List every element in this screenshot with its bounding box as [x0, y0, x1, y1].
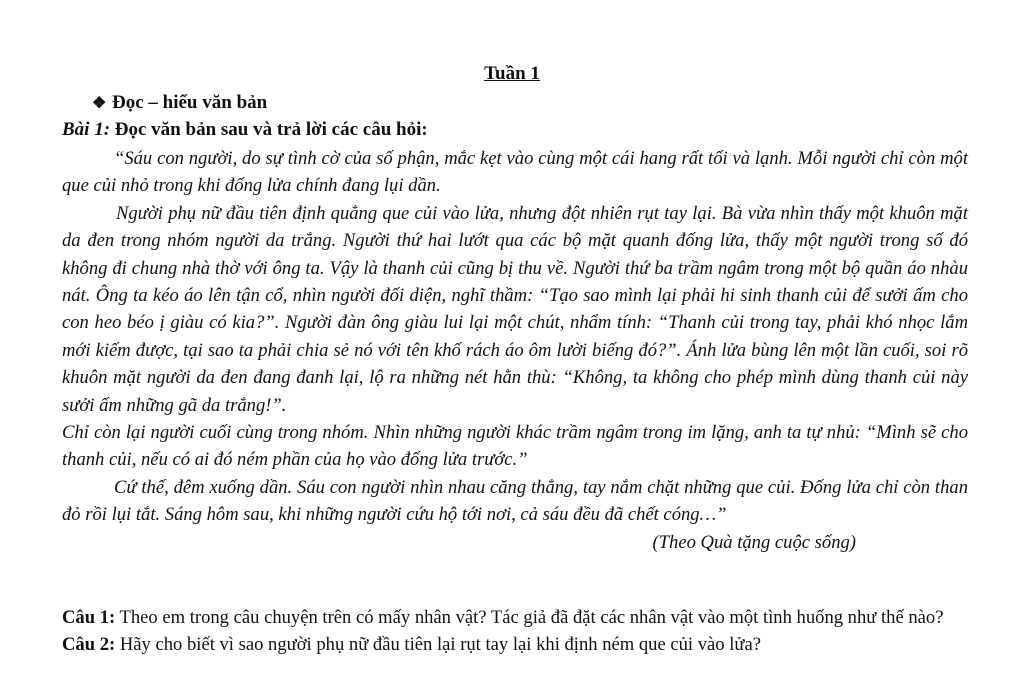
story-source: (Theo Quà tặng cuộc sống)	[652, 531, 856, 553]
question-1-text: Theo em trong câu chuyện trên có mấy nhân vật? Tác giả đã đặt các nhân vật vào một tình huống như thế nào?	[119, 607, 944, 628]
question-2-text: Hãy cho biết vì sao người phụ nữ đầu tiên lại rụt tay lại khi định ném que củi vào lửa?	[119, 634, 761, 655]
exercise-instruction: Đọc văn bản sau và trả lời các câu hỏi:	[114, 119, 428, 140]
story-paragraph-1: “Sáu con người, do sự tình cờ của số phận, mắc kẹt vào cùng một cái hang rất tối và lạnh. Mỗi người chỉ còn một que củi nhỏ trong khi đống lửa chính đang lụi dần.	[62, 148, 968, 197]
question-list	[62, 604, 968, 658]
exercise-number: Bài 1:	[62, 119, 111, 140]
question-2-label: Câu 2:	[62, 634, 116, 655]
story-paragraph-3: Chỉ còn lại người cuối cùng trong nhóm. Nhìn những người khác trầm ngâm trong im lặng, anh ta tự nhủ: “Mình sẽ cho thanh củi, nếu có ai đó ném phần của họ vào đống lửa trước.”	[62, 422, 968, 471]
section-heading	[92, 91, 267, 116]
page-title	[0, 62, 1024, 86]
question-1	[62, 604, 968, 631]
question-1-label: Câu 1:	[62, 607, 116, 628]
exercise-heading	[62, 118, 428, 142]
story-text	[62, 145, 968, 556]
story-paragraph-4: Cứ thế, đêm xuống dần. Sáu con người nhìn nhau căng thẳng, tay nắm chặt những que củi. Đống lửa chỉ còn than đỏ rồi lụi tắt. Sáng hôm sau, khi những người cứu hộ tới nơi, cả sáu đều đã chết cóng…”	[62, 476, 968, 526]
diamond-bullet-icon: ❖	[92, 95, 107, 112]
story-paragraph-2: Người phụ nữ đầu tiên định quẳng que củi vào lửa, nhưng đột nhiên rụt tay lại. Bà vừa nhìn thấy một khuôn mặt da đen trong nhóm người da trắng. Người thứ hai lướt qua các bộ mặt quanh đống lửa, thấy một người trong số đó không đi chung nhà thờ với ông ta. Vậy là thanh củi cũng bị thu về. Người thứ ba trầm ngâm trong một bộ quần áo nhàu nát. Ông ta kéo áo lên tận cổ, nhìn người đối diện, nghĩ thầm: “Tạo sao mình lại phải hi sinh thanh củi để sưởi ấm cho con heo béo ị giàu có kia?”. Người đàn ông giàu lui lại một chút, nhẩm tính: “Thanh củi trong tay, phải khó nhọc lắm mới kiếm được, tại sao ta phải chia sẻ nó với tên khố rách áo ôm lười biếng đó?”. Ánh lửa bùng lên một lần cuối, soi rõ khuôn mặt người da đen đang đanh lại, lộ ra những nét hằn thù: “Không, ta không cho phép mình dùng thanh củi này sưởi ấm những gã da trắng!”.	[62, 202, 968, 416]
question-2	[62, 631, 968, 658]
title-text: Tuần 1	[484, 63, 540, 84]
section-heading-text: Đọc – hiểu văn bản	[112, 92, 268, 113]
